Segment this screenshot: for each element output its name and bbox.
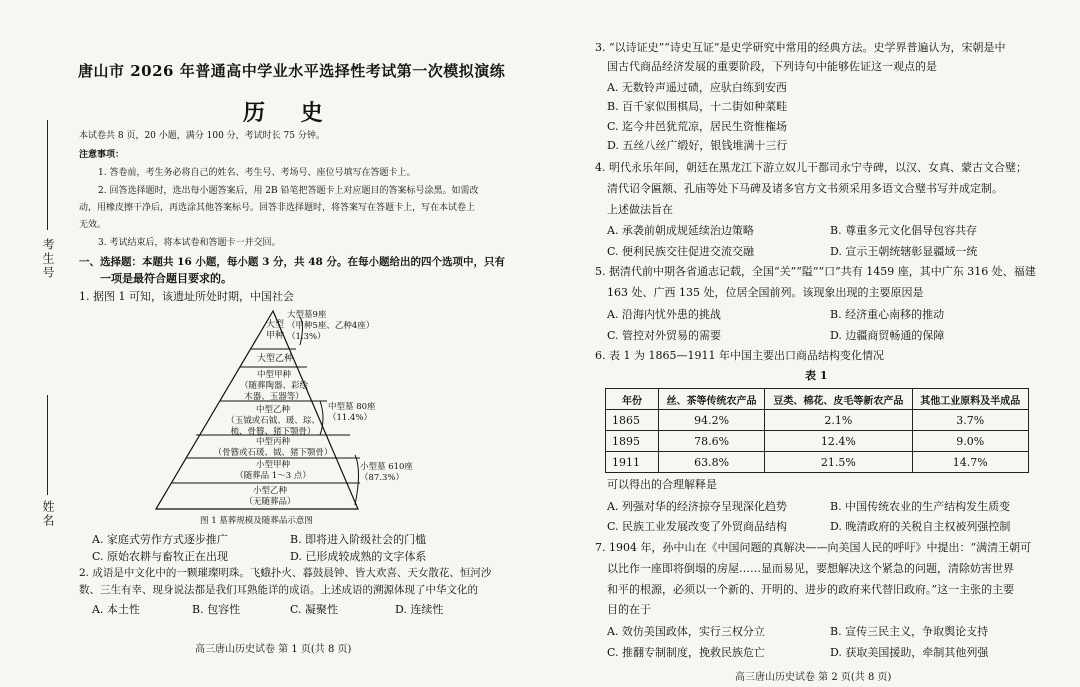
notice-1: 1. 答卷前，考生务必将自己的姓名、考生号、考场号、座位号填写在答题卡上。 <box>98 168 416 178</box>
table-cell: 78.6% <box>659 431 765 452</box>
q7-option-b[interactable]: B. 宣传三民主义，争取舆论支持 <box>830 625 989 638</box>
level-medium-b-line2: （玉钺或石钺、瑗、琮、 <box>226 416 320 426</box>
note-small <box>360 462 413 484</box>
name-line <box>47 395 48 495</box>
note-large-line2: （甲种5座、乙种4座） <box>287 321 375 331</box>
exam-no-line <box>47 120 48 230</box>
note-small-line1: 小型墓 610座 <box>360 462 413 472</box>
q7-line3: 和平的根源，必须以一个新的、开明的、进步的政府来代替旧政府。”这一主张的主要 <box>607 583 1015 596</box>
level-small-a <box>200 460 346 482</box>
level-large-b: 大型乙种 <box>256 354 293 364</box>
notice-2: 2. 回答选择题时，选出每小题答案后，用 2B 铅笔把答题卡上对应题目的答案标号涂黑。如需改 <box>98 186 479 196</box>
table-header: 其他工业原料及半成品 <box>912 389 1028 410</box>
q7-line4: 目的在于 <box>607 603 651 616</box>
q3-option-d[interactable]: D. 五丝八丝广缎好，银钱堆满十三行 <box>607 139 788 152</box>
table-row <box>606 410 1029 431</box>
q4-line3: 上述做法旨在 <box>607 203 673 216</box>
table-cell: 21.5% <box>765 452 912 473</box>
q5-option-a[interactable]: A. 沿海内忧外患的挑战 <box>607 308 721 321</box>
level-small-b-line1: 小型乙种 <box>252 486 287 496</box>
q2-option-c[interactable]: C. 凝聚性 <box>290 603 339 616</box>
level-medium-a-line3: 木器、玉器等） <box>244 392 304 402</box>
exam-no-label: 考生号 <box>41 238 55 280</box>
table-cell: 1865 <box>606 410 659 431</box>
table-header: 豆类、棉花、皮毛等新农产品 <box>765 389 912 410</box>
level-medium-a <box>228 370 320 403</box>
right-footer: 高三唐山历史试卷 第 2 页(共 8 页) <box>735 672 892 683</box>
q2-option-d[interactable]: D. 连续性 <box>395 603 444 616</box>
notice-3: 3. 考试结束后，将本试卷和答题卡一并交回。 <box>98 238 281 248</box>
q5-option-b[interactable]: B. 经济重心南移的推动 <box>830 308 945 321</box>
exam-intro: 本试卷共 8 页，20 小题，满分 100 分，考试时长 75 分钟。 <box>79 131 325 141</box>
level-medium-c <box>193 437 353 459</box>
figure-caption: 图 1 墓葬规模及随葬品示意图 <box>200 516 313 526</box>
level-large-a-line2: 甲种 <box>265 331 284 341</box>
table-header-row <box>606 389 1029 410</box>
level-small-b-line2: （无随葬品） <box>244 497 296 507</box>
q2-option-a[interactable]: A. 本土性 <box>92 603 140 616</box>
level-small-a-line1: 小型甲种 <box>255 460 290 470</box>
q3-line1: 3. “以诗证史”“诗史互证”是史学研究中常用的经典方法。史学界普遍认为，宋朝是中 <box>595 41 1006 54</box>
table-cell: 9.0% <box>912 431 1028 452</box>
q5-line2: 163 处、广西 135 处，位居全国前列。该现象出现的主要原因是 <box>607 286 924 299</box>
exam-title: 唐山市 2026 年普通高中学业水平选择性考试第一次模拟演练 <box>78 62 506 80</box>
note-medium-line2: （11.4%） <box>328 413 373 423</box>
q4-option-d[interactable]: D. 宣示王朝统辖彰显疆域一统 <box>830 245 978 258</box>
table-title: 表 1 <box>805 369 828 382</box>
level-small-b <box>190 486 350 508</box>
q3-line2: 国古代商品经济发展的重要阶段，下列诗句中能够佐证这一观点的是 <box>607 60 937 73</box>
q5-option-d[interactable]: D. 边疆商贸畅通的保障 <box>830 329 945 342</box>
level-medium-c-line2: （骨簪或石瑗、钺、猪下颚骨） <box>213 448 333 458</box>
table-cell: 14.7% <box>912 452 1028 473</box>
name-label: 姓名 <box>41 500 55 528</box>
q4-option-c[interactable]: C. 便利民族交往促进交流交融 <box>607 245 755 258</box>
q7-line1: 7. 1904 年，孙中山在《中国问题的真解决——向美国人民的呼吁》中提出：“满清王朝可 <box>595 541 1032 554</box>
q3-option-b[interactable]: B. 百千家似围棋局，十二街如种菜畦 <box>607 100 788 113</box>
right-page <box>555 0 1080 687</box>
q1-option-c[interactable]: C. 原始农耕与畜牧正在出现 <box>92 550 229 563</box>
q4-line1: 4. 明代永乐年间，朝廷在黑龙江下游立奴儿干都司永宁寺碑，以汉、女真、蒙古文合璧； <box>595 161 1027 174</box>
q3-option-c[interactable]: C. 迄今井邑犹荒凉，居民生资惟権场 <box>607 120 788 133</box>
q6-option-c[interactable]: C. 民族工业发展改变了外贸商品结构 <box>607 520 788 533</box>
section1-heading-cont: 一项是最符合题目要求的。 <box>100 272 232 285</box>
q6-after: 可以得出的合理解释是 <box>607 478 717 491</box>
level-medium-b-line3: 梳、骨簪、猪下颚骨） <box>230 427 316 437</box>
q1-option-b[interactable]: B. 即将进入阶级社会的门槛 <box>290 533 427 546</box>
q6-option-a[interactable]: A. 列强对华的经济掠夺呈现深化趋势 <box>607 500 787 513</box>
note-small-line2: （87.3%） <box>360 473 405 483</box>
q6-option-d[interactable]: D. 晚清政府的关税自主权被列强控制 <box>830 520 1011 533</box>
subject-title: 历 史 <box>243 100 337 126</box>
level-large-a <box>262 320 288 342</box>
table-row <box>606 431 1029 452</box>
q1-option-a[interactable]: A. 家庭式劳作方式逐步推广 <box>92 533 228 546</box>
level-medium-a-line1: 中型甲种 <box>256 370 291 380</box>
q7-option-c[interactable]: C. 推翻专制制度，挽救民族危亡 <box>607 646 766 659</box>
q5-option-c[interactable]: C. 管控对外贸易的需要 <box>607 329 722 342</box>
q6-option-b[interactable]: B. 中国传统农业的生产结构发生质变 <box>830 500 1011 513</box>
q7-option-a[interactable]: A. 效仿美国政体，实行三权分立 <box>607 625 765 638</box>
note-large-line3: （1.3%） <box>287 332 326 342</box>
q2-line2: 数、三生有幸、现身说法都是我们耳熟能详的成语。上述成语的溯源体现了中华文化的 <box>79 584 478 596</box>
q4-option-b[interactable]: B. 尊重多元文化倡导包容共存 <box>830 224 978 237</box>
q1-option-d[interactable]: D. 已形成较成熟的文字体系 <box>290 550 427 563</box>
table-cell: 3.7% <box>912 410 1028 431</box>
small-bracket <box>355 455 359 505</box>
level-medium-b-line1: 中型乙种 <box>255 405 290 415</box>
level-small-a-line2: （随葬品 1～3 点） <box>235 471 311 481</box>
left-footer: 高三唐山历史试卷 第 1 页(共 8 页) <box>195 644 352 655</box>
q4-option-a[interactable]: A. 承袭前朝成规延续治边策略 <box>607 224 754 237</box>
notice-2-cont: 动，用橡皮擦干净后，再选涂其他答案标号。回答非选择题时，将答案写在答题卡上，写在本试卷上 <box>79 203 476 213</box>
note-large-line1: 大型墓9座 <box>287 310 327 320</box>
q7-option-d[interactable]: D. 获取美国援助，牵制其他列强 <box>830 646 989 659</box>
notice-heading: 注意事项： <box>79 150 125 160</box>
section1-heading: 一、选择题：本题共 16 小题，每小题 3 分，共 48 分。在每小题给出的四个选项中，只有 <box>79 256 505 268</box>
table-row <box>606 452 1029 473</box>
note-medium-line1: 中型墓 80座 <box>328 402 376 412</box>
table-cell: 1895 <box>606 431 659 452</box>
level-large-a-line1: 大型 <box>265 320 284 330</box>
q7-line2: 以比作一座即将倒塌的房屋……显而易见，要想解决这个紧急的问题，清除妨害世界 <box>607 562 1014 575</box>
note-large <box>287 310 374 343</box>
table-cell: 12.4% <box>765 431 912 452</box>
level-medium-b <box>205 405 341 438</box>
q5-line1: 5. 据清代前中期各省通志记载，全国“关”“隘”“口”共有 1459 座，其中广东 316 处、福建 <box>595 265 1036 278</box>
table-cell: 63.8% <box>659 452 765 473</box>
table-cell: 94.2% <box>659 410 765 431</box>
q6-stem: 6. 表 1 为 1865—1911 年中国主要出口商品结构变化情况 <box>595 349 884 362</box>
table-header: 丝、茶等传统农产品 <box>659 389 765 410</box>
q4-line2: 清代诏令匾额、孔庙等处下马碑及诸多官方文书须采用多语文合璧书写并成定制。 <box>607 182 1003 195</box>
table-cell: 1911 <box>606 452 659 473</box>
table-header: 年份 <box>606 389 659 410</box>
q1-stem: 1. 据图 1 可知，该遗址所处时期，中国社会 <box>79 290 294 303</box>
export-structure-table <box>605 388 1029 473</box>
level-medium-a-line2: （随葬陶器、彩绘 <box>239 381 308 391</box>
note-medium <box>328 402 376 424</box>
level-medium-c-line1: 中型丙种 <box>255 437 290 447</box>
table-cell: 2.1% <box>765 410 912 431</box>
q3-option-a[interactable]: A. 无数铃声遥过碛，应驮白练到安西 <box>607 81 787 94</box>
q2-option-b[interactable]: B. 包容性 <box>192 603 241 616</box>
q2-line1: 2. 成语是中文化中的一颗璀璨明珠。飞蛾扑火、暮鼓晨钟、皆大欢喜、天女散花、恒河沙 <box>79 567 492 579</box>
notice-2-end: 无效。 <box>79 220 107 230</box>
